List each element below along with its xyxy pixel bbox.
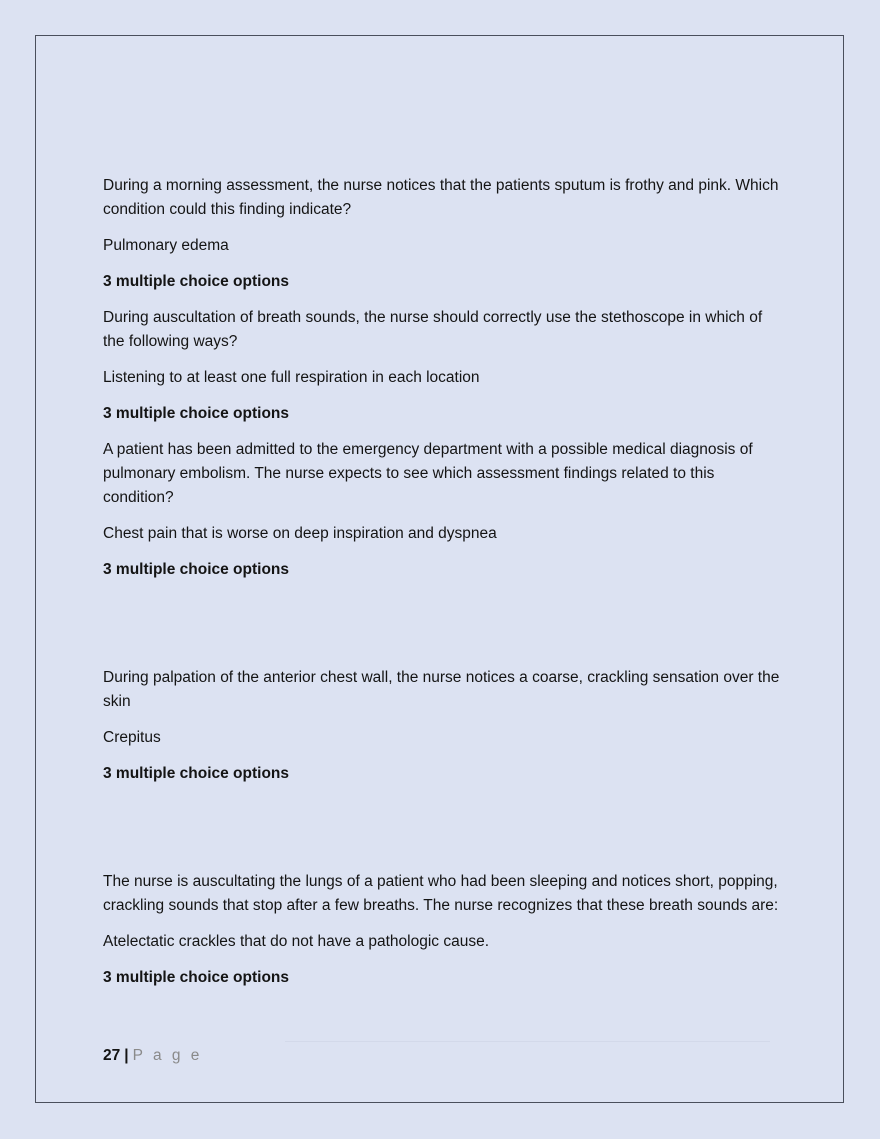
page-number: 27 [103, 1047, 121, 1064]
question-text: A patient has been admitted to the emergency department with a possible medical diagnosis of pulmonary embolism. The nurse expects to see which assessment findings related to this condition? [103, 441, 753, 506]
question-block [103, 870, 783, 990]
answer-text: Crepitus [103, 729, 161, 746]
answer-text: Atelectatic crackles that do not have a pathologic cause. [103, 933, 490, 950]
answer-text: Pulmonary edema [103, 237, 229, 254]
spacer [103, 594, 783, 666]
question-text: The nurse is auscultating the lungs of a patient who had been sleeping and notices short, popping, crackling sounds that stop after a few breaths. The nurse recognizes that these breath sounds are: [103, 873, 779, 914]
answer-text: Chest pain that is worse on deep inspiration and dyspnea [103, 525, 497, 542]
footer-separator: | [124, 1047, 129, 1064]
question-block [103, 666, 783, 786]
options-label: 3 multiple choice options [103, 969, 290, 986]
document-body [103, 174, 783, 1002]
page-label: P a g e [132, 1047, 203, 1064]
question-block [103, 306, 783, 426]
answer-text: Listening to at least one full respiration in each location [103, 369, 480, 386]
question-block [103, 438, 783, 582]
spacer [103, 798, 783, 870]
options-label: 3 multiple choice options [103, 273, 290, 290]
options-label: 3 multiple choice options [103, 561, 290, 578]
question-text: During auscultation of breath sounds, the nurse should correctly use the stethoscope in which of the following ways? [103, 309, 763, 350]
question-text: During palpation of the anterior chest wall, the nurse notices a coarse, crackling sensation over the skin [103, 669, 780, 710]
question-block [103, 174, 783, 294]
question-text: During a morning assessment, the nurse notices that the patients sputum is frothy and pink. Which condition could this finding indicate? [103, 177, 779, 218]
options-label: 3 multiple choice options [103, 765, 290, 782]
footer-rule [285, 1041, 770, 1042]
page-footer [103, 1044, 202, 1068]
options-label: 3 multiple choice options [103, 405, 290, 422]
